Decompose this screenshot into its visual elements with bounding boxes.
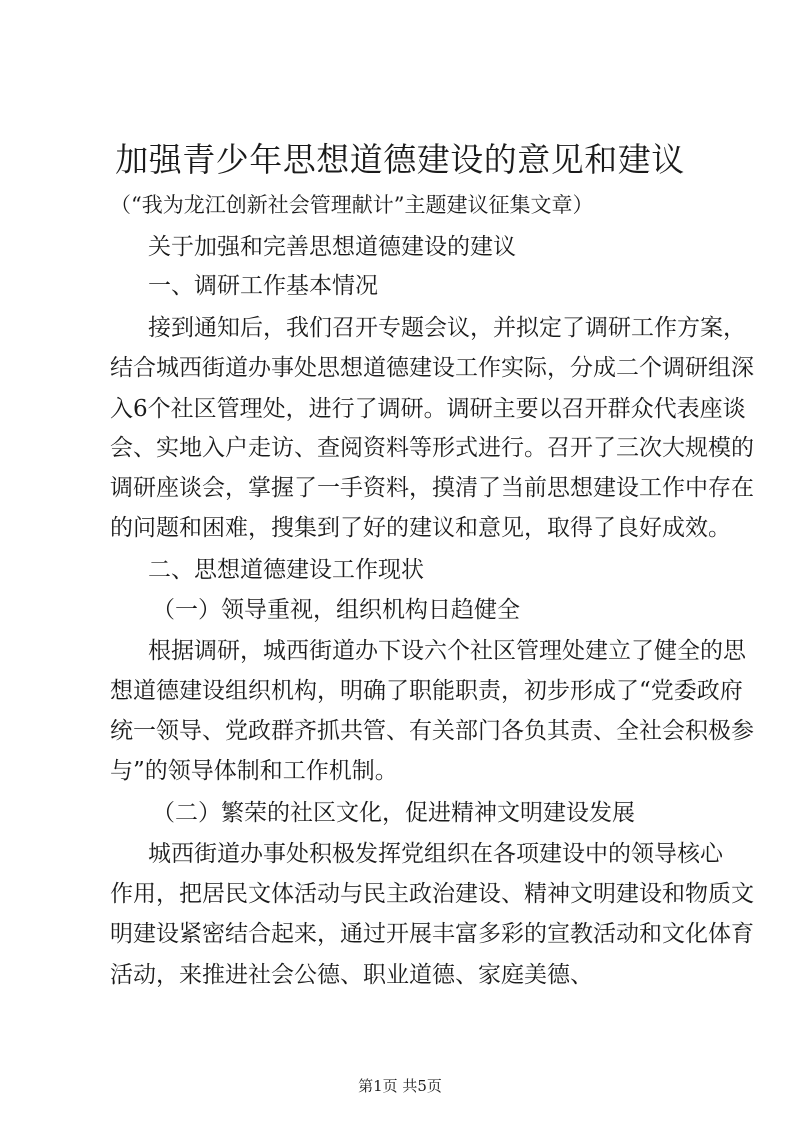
paragraph-line: 统一领导、党政群齐抓共管、有关部门各负其责、全社会积极参 <box>110 718 754 744</box>
paragraph-line: 结合城西街道办事处思想道德建设工作实际，分成二个调研组深 <box>110 355 754 381</box>
paragraph-line: 活动，来推进社会公德、职业道德、家庭美德、 <box>110 962 593 988</box>
heading-proposal: 关于加强和完善思想道德建设的建议 <box>148 234 516 260</box>
section-heading-2: 二、思想道德建设工作现状 <box>148 557 424 583</box>
subsection-heading-2: （二）繁荣的社区文化，促进精神文明建设发展 <box>152 800 635 826</box>
paragraph-line: 调研座谈会，掌握了一手资料，摸清了当前思想建设工作中存在 <box>110 475 754 501</box>
paragraph-line: 明建设紧密结合起来，通过开展丰富多彩的宣教活动和文化体育 <box>110 921 754 947</box>
paragraph-line: 入6个社区管理处，进行了调研。调研主要以召开群众代表座谈 <box>110 396 746 422</box>
paragraph-line: 城西街道办事处积极发挥党组织在各项建设中的领导核心 <box>148 841 723 867</box>
subsection-heading-1: （一）领导重视，组织机构日趋健全 <box>152 597 520 623</box>
section-heading-1: 一、调研工作基本情况 <box>148 273 378 299</box>
paragraph-line: 作用，把居民文体活动与民主政治建设、精神文明建设和物质文 <box>110 881 754 907</box>
document-subtitle: （“我为龙江创新社会管理献计”主题建议征集文章） <box>110 193 594 217</box>
paragraph-line: 的问题和困难，搜集到了好的建议和意见，取得了良好成效。 <box>110 515 731 541</box>
paragraph-line: 想道德建设组织机构，明确了职能职责，初步形成了“党委政府 <box>110 678 743 704</box>
paragraph-line: 接到通知后，我们召开专题会议，并拟定了调研工作方案， <box>148 315 746 341</box>
document-title: 加强青少年思想道德建设的意见和建议 <box>115 140 685 179</box>
paragraph-line: 与”的领导体制和工作机制。 <box>110 758 398 784</box>
page-number-footer: 第1页 共5页 <box>358 1077 442 1095</box>
paragraph-line: 会、实地入户走访、查阅资料等形式进行。召开了三次大规模的 <box>110 435 754 461</box>
paragraph-line: 根据调研，城西街道办下设六个社区管理处建立了健全的思 <box>148 638 746 664</box>
